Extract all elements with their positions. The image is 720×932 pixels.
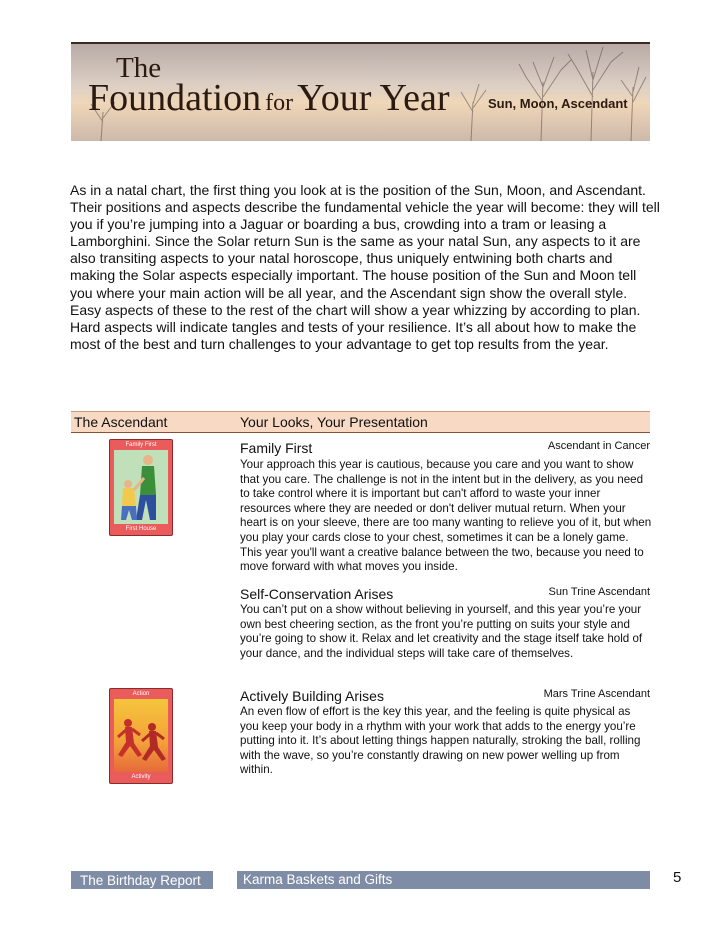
banner-subtitle: Sun, Moon, Ascendant (488, 96, 628, 111)
entry-body: Your approach this year is cautious, because you care and you want to show that you care. The challenge is not in the intent but in the delivery, as you need to take control where it is important but can't afford to waste your inner resources where they are needed or don't deliver mutual return. When your heart is on your sleeve, there are too many wanting to relieve you of it, but when you play your cards close to your chest, sometimes it can be a lonely game. This year you'll want a creative balance between the two, because you need to move forward with what moves you inside. (240, 458, 652, 574)
runners-icon (114, 699, 168, 772)
entry-aspect: Sun Trine Ascendant (548, 586, 650, 598)
card-artwork (114, 699, 168, 772)
banner-title-foundation: Foundation (88, 77, 262, 119)
footer-report-name (71, 871, 213, 889)
footer-company (237, 871, 650, 889)
card-bottom-label: First House (125, 526, 157, 532)
section-header-ascendant (71, 411, 650, 433)
section-header-left: The Ascendant (74, 414, 168, 430)
intro-paragraph: As in a natal chart, the first thing you look at is the position of the Sun, Moon, and Ascendant. Their positions and aspects describe the fundamental vehicle the year will become: they will tell you if you’re jumping into a Jaguar or boarding a bus, crowding into a tram or leasing a Lamborghini. Since the Solar return Sun is the same as your natal Sun, any aspects to it are also transiting aspects to your natal horoscope, thus uniquely entwining both charts and making the Solar aspects especially important. The house position of the Sun and Moon tell you where your main action will be all year, and the Ascendant sign show the overall style. Easy aspects of these to the rest of the chart will show a year whizzing by according to plan. Hard aspects will indicate tangles and tests of your resilience. It’s all about how to make the most of the best and turn challenges to your advantage to get top results from the year. (70, 182, 660, 352)
tarot-card-action (109, 688, 173, 784)
page-number: 5 (673, 869, 682, 886)
entry-aspect: Mars Trine Ascendant (543, 688, 650, 700)
entry-title: Family First (240, 440, 313, 456)
card-top-label: Family First (125, 442, 157, 448)
card-artwork (114, 450, 168, 524)
banner-title-for: for (265, 90, 294, 116)
family-figures-icon (114, 450, 168, 524)
tarot-card-family-first (109, 439, 173, 536)
banner-the: The (116, 52, 162, 84)
card-bottom-label: Activity (131, 774, 151, 780)
entry-title: Actively Building Arises (240, 688, 384, 704)
banner-title-year: Your Year (297, 77, 450, 119)
banner-title (88, 76, 450, 120)
header-banner (71, 42, 650, 141)
footer-company-label: Karma Baskets and Gifts (243, 872, 393, 887)
entry-aspect: Ascendant in Cancer (547, 440, 650, 452)
entry-body: You can’t put on a show without believing in yourself, and this year you’re your own best cheering section, as the front you’re putting on suits your style and you’re going to show it. Relax and let creativity and the stage itself take hold of your dance, and the individual steps will take care of themselves. (240, 603, 643, 660)
footer-report-label: The Birthday Report (80, 873, 201, 888)
card-top-label: Action (132, 691, 150, 697)
entry-body: An even flow of effort is the key this year, and the feeling is quite physical as you keep your body in a rhythm with your work that adds to the energy you’re putting into it. It’s about letting things happen naturally, stroking the ball, rolling with the wave, so you’re constantly drawing on new power welling up from within. (240, 705, 641, 777)
entry-title: Self-Conservation Arises (240, 586, 394, 602)
section-header-right: Your Looks, Your Presentation (240, 414, 428, 430)
